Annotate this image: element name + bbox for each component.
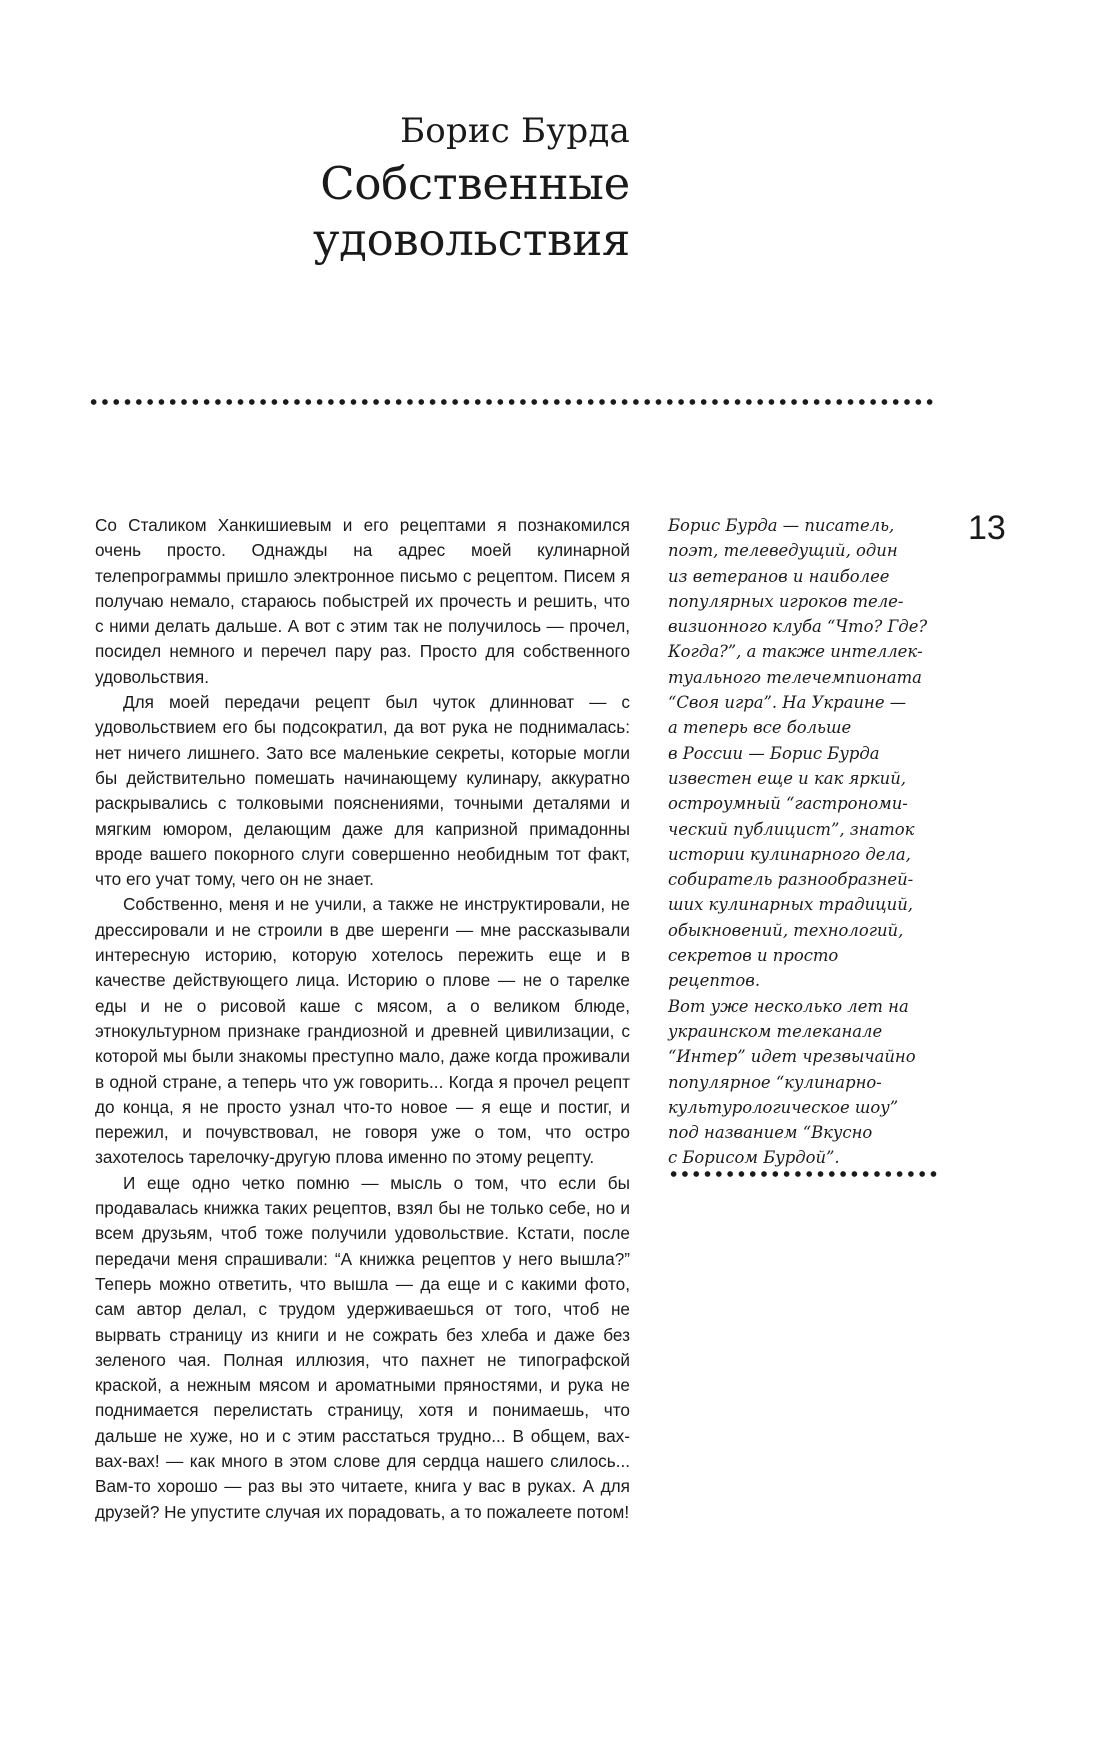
sidenote-line: Борис Бурда — писатель, <box>668 516 895 535</box>
sidenote-line: поэт, телеведущий, один <box>668 541 898 561</box>
sidenote-line: Когда?”, а также интеллек- <box>668 642 923 662</box>
sidenote-line: “Интер” идет чрезвычайно <box>668 1047 916 1067</box>
sidenote-line: секретов и просто рецептов. <box>668 946 839 991</box>
main-body-text <box>95 513 630 1525</box>
sidenote-line: Вот уже несколько лет на <box>668 996 909 1016</box>
paragraph: Для моей передачи рецепт был чуток длинноват — с удовольствием его бы подсократил, да вот рука не поднималась: нет ничего лишнего. Зато все маленькие секреты, которые могли бы действительно помешать начинающему кулинару, аккуратно раскрывались с толковыми пояснениями, точными деталями и мягким юмором, делающим даже для капризной примадонны вроде вашего покорного слуги совершенно необидным тот факт, что его учат тому, чего он не знает. <box>95 692 630 890</box>
sidenote-line: а теперь все больше <box>668 718 852 738</box>
sidenote-line: украинском телеканале <box>668 1021 883 1041</box>
sidenote-line: из ветеранов и наиболее <box>668 566 890 586</box>
sidenote-line: собиратель разнообразней- <box>668 870 914 890</box>
title-line-2: удовольствия <box>312 213 630 266</box>
sidenote-line: с Борисом Бурдой”. <box>668 1148 840 1168</box>
sidenote-line: популярное “кулинарно- <box>668 1072 882 1092</box>
sidenote-line: туального телечемпионата <box>668 667 922 687</box>
sidenote-line: визионного клуба “Что? Где? <box>668 617 928 637</box>
page-number: 13 <box>968 509 1006 547</box>
sidenote-line: ших кулинарных традиций, <box>668 895 913 915</box>
sidenote-line: культурологическое шоу” <box>668 1097 899 1117</box>
title-line-1: Собственные <box>320 157 630 210</box>
paragraph: Собственно, меня и не учили, а также не инструктировали, не дрессировали и не строили в две шеренги — мне рассказывали интересную историю, которую хотелось пережить еще и в качестве действующего лица. Историю о плове — не о тарелке еды и не о рисовой каше с мясом, а о великом блюде, этнокультурном признаке грандиозной и древней цивилизации, с которой мы были знакомы преступно мало, даже когда проживали в одной стране, а теперь что уж говорить... Когда я прочел рецепт до конца, я не просто узнал что-то новое — я еще и постиг, и пережил, и почувствовал, не говоря уже о том, что остро захотелось тарелочку-другую плова именно по этому рецепту. <box>95 894 630 1168</box>
sidenote-line: в России — Борис Бурда <box>668 743 880 763</box>
sidenote-line: ческий публицист”, знаток <box>668 819 915 839</box>
paragraph: Со Сталиком Ханкишиевым и его рецептами я познакомился очень просто. Однажды на адрес моей кулинарной телепрограммы пришло электронное письмо с рецептом. Писем я получаю немало, стараюсь побыстрей их прочесть и решить, что с ними делать дальше. А вот с этим так не получилось — прочел, посидел немного и перечел пару раз. Просто для собственного удовольствия. <box>95 515 630 687</box>
article-title <box>200 156 630 268</box>
dotted-divider-top <box>88 398 938 406</box>
dotted-divider-sidenote <box>668 1170 938 1178</box>
sidenote-line: истории кулинарного дела, <box>668 844 911 864</box>
author-bio-sidenote <box>668 513 930 1171</box>
author-name: Борис Бурда <box>400 111 630 151</box>
sidenote-line: под названием “Вкусно <box>668 1123 873 1143</box>
sidenote-line: остроумный “гастрономи- <box>668 794 908 814</box>
paragraph: И еще одно четко помню — мысль о том, что если бы продавалась книжка таких рецептов, взял бы не только себе, но и всем друзьям, чтоб тоже получили удовольствие. Кстати, после передачи меня спрашивали: “А книжка рецептов у него вышла?” Теперь можно ответить, что вышла — да еще и с какими фото, сам автор делал, с трудом удерживаешься от того, чтоб не вырвать страницу из книги и не сожрать без хлеба и даже без зеленого чая. Полная иллюзия, что пахнет не типографской краской, а нежным мясом и ароматными пряностями, и рука не поднимается перелистать страницу, хотя и понимаешь, что дальше не хуже, но и с этим расстаться трудно... В общем, вах-вах-вах! — как много в этом слове для сердца нашего слилось... Вам-то хорошо — раз вы это читаете, книга у вас в руках. А для друзей? Не упустите случая их порадовать, а то пожалеете потом! <box>95 1172 630 1522</box>
sidenote-line: известен еще и как яркий, <box>668 768 906 788</box>
sidenote-line: популярных игроков теле- <box>668 591 904 611</box>
sidenote-line: “Своя игра”. На Украине — <box>668 693 907 713</box>
article-header <box>200 108 630 268</box>
sidenote-line: обыкновений, технологий, <box>668 920 904 940</box>
